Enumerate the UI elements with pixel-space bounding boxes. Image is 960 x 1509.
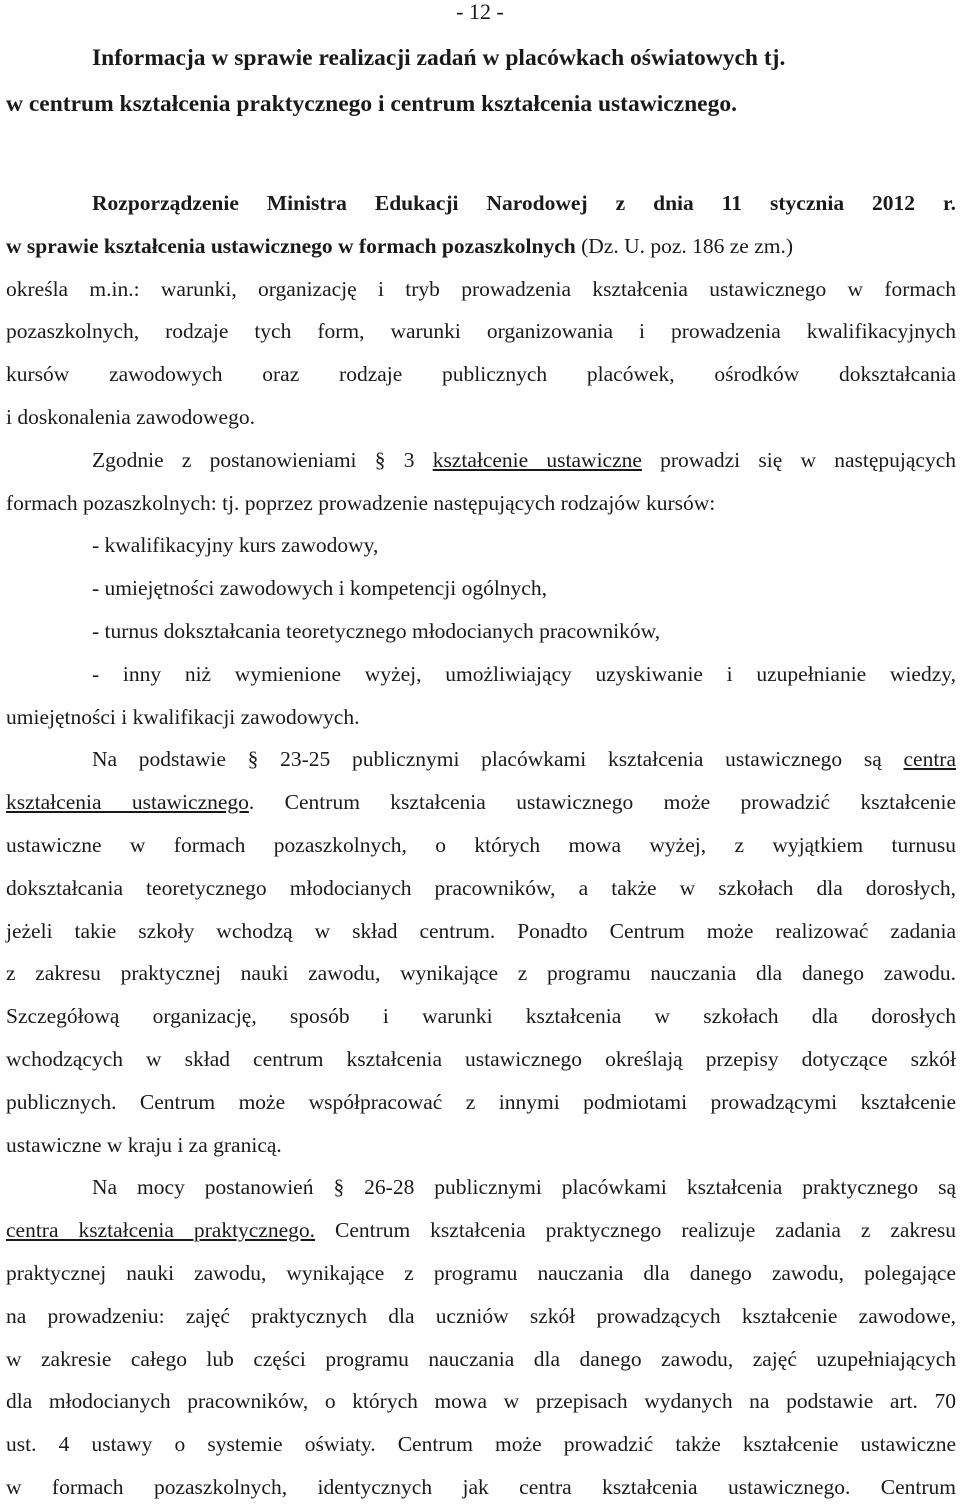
underlined-term: kształcenia ustawicznego (6, 790, 249, 815)
text-line (6, 738, 956, 781)
text-run: pozaszkolnych, rodzaje tych form, warunki organizowania i prowadzenia kwalifikacyjnych (6, 319, 956, 344)
text-run: - turnus dokształcania teoretycznego młodocianych pracowników, (92, 618, 661, 643)
text-line (6, 268, 956, 311)
text-run: wchodzących w skład centrum kształcenia ustawicznego określają przepisy dotyczące szkół (6, 1046, 956, 1071)
text-run: ustawiczne w formach pozaszkolnych, o których mowa wyżej, z wyjątkiem turnusu (6, 832, 956, 857)
document-title-line-2: w centrum kształcenia praktycznego i centrum kształcenia ustawicznego. (6, 91, 737, 117)
text-run: praktycznej nauki zawodu, wynikające z programu nauczania dla danego zawodu, polegające (6, 1260, 956, 1285)
text-line (6, 867, 956, 910)
text-line (6, 824, 956, 867)
text-run: prowadzi się w następujących (641, 447, 956, 472)
text-run: Centrum kształcenia praktycznego realizuje zadania z zakresu (315, 1218, 956, 1243)
text-line (6, 952, 956, 995)
text-line (6, 482, 956, 525)
text-run: - kwalifikacyjny kurs zawodowy, (92, 533, 379, 558)
text-line (6, 1209, 956, 1252)
text-line (6, 310, 956, 353)
text-run: Na mocy postanowień § 26-28 publicznymi placówkami kształcenia praktycznego są (92, 1175, 956, 1200)
text-line (6, 696, 956, 739)
text-run: (Dz. U. poz. 186 ze zm.) (575, 233, 794, 258)
text-line (6, 353, 956, 396)
text-line (6, 653, 956, 696)
text-run: na prowadzeniu: zajęć praktycznych dla uczniów szkół prowadzących kształcenie zawodowe, (6, 1303, 956, 1328)
text-run: z zakresu praktycznej nauki zawodu, wynikające z programu nauczania dla danego zawodu. (6, 961, 956, 986)
text-line (6, 1252, 956, 1295)
text-run: publicznych. Centrum może współpracować z innymi podmiotami prowadzącymi kształcenie (6, 1089, 956, 1114)
text-line (6, 610, 956, 653)
document-title-line-1: Informacja w sprawie realizacji zadań w placówkach oświatowych tj. (92, 45, 786, 71)
underlined-term: kształcenie ustawiczne (432, 447, 642, 472)
text-line (6, 396, 956, 439)
text-run: kursów zawodowych oraz rodzaje publicznych placówek, ośrodków dokształcania (6, 362, 956, 387)
text-run: i doskonalenia zawodowego. (6, 404, 255, 429)
text-run: określa m.in.: warunki, organizację i tryb prowadzenia kształcenia ustawicznego w formach (6, 276, 956, 301)
text-line (6, 781, 956, 824)
text-run: w zakresie całego lub części programu nauczania dla danego zawodu, zajęć uzupełniających (6, 1346, 956, 1371)
bold-text: w sprawie kształcenia ustawicznego w formach pozaszkolnych (6, 233, 576, 258)
text-line (6, 1380, 956, 1423)
text-run: w formach pozaszkolnych, identycznych jak centra kształcenia ustawicznego. Centrum (6, 1474, 956, 1499)
text-line (6, 1338, 956, 1381)
text-run: . Centrum kształcenia ustawicznego może prowadzić kształcenie (248, 790, 956, 815)
text-run: formach pozaszkolnych: tj. poprzez prowadzenie następujących rodzajów kursów: (6, 490, 716, 515)
underlined-term: centra (903, 747, 956, 772)
text-run: - inny niż wymienione wyżej, umożliwiający uzyskiwanie i uzupełnianie wiedzy, (92, 661, 956, 686)
page-number: - 12 - (456, 0, 504, 24)
document-body (6, 182, 956, 1509)
text-run: dokształcania teoretycznego młodocianych pracowników, a także w szkołach dla dorosłych, (6, 875, 956, 900)
text-line (6, 225, 956, 268)
text-line (6, 524, 956, 567)
text-run: Szczegółową organizację, sposób i warunki kształcenia w szkołach dla dorosłych (6, 1004, 956, 1029)
text-run: ust. 4 ustawy o systemie oświaty. Centrum może prowadzić także kształcenie ustawiczne (6, 1432, 956, 1457)
text-line (6, 567, 956, 610)
underlined-term: centra kształcenia praktycznego. (6, 1218, 316, 1243)
text-run: umiejętności i kwalifikacji zawodowych. (6, 704, 360, 729)
text-line (6, 1081, 956, 1124)
text-run: Zgodnie z postanowieniami § 3 (92, 447, 433, 472)
text-line (6, 1423, 956, 1466)
text-run: - umiejętności zawodowych i kompetencji ogólnych, (92, 576, 547, 601)
text-run: ustawiczne w kraju i za granicą. (6, 1132, 282, 1157)
text-line (6, 1038, 956, 1081)
text-line (6, 1166, 956, 1209)
bold-text: Rozporządzenie Ministra Edukacji Narodowej z dnia 11 stycznia 2012 r. (92, 191, 956, 215)
text-line (6, 1466, 956, 1509)
text-line (6, 1124, 956, 1167)
text-line (6, 1295, 956, 1338)
text-run: jeżeli takie szkoły wchodzą w skład centrum. Ponadto Centrum może realizować zadania (6, 918, 956, 943)
text-line (6, 910, 956, 953)
text-line (6, 439, 956, 482)
text-run: Na podstawie § 23-25 publicznymi placówkami kształcenia ustawicznego są (92, 747, 904, 772)
text-line (6, 182, 956, 225)
text-run: dla młodocianych pracowników, o których mowa w przepisach wydanych na podstawie art. 70 (6, 1389, 956, 1414)
text-line (6, 995, 956, 1038)
